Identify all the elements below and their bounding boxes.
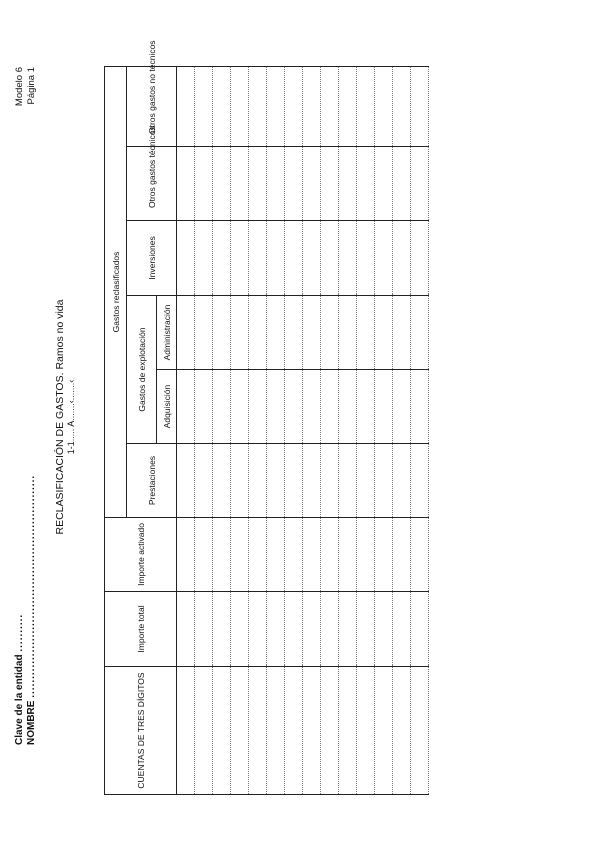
col-investments: Inversiones: [127, 221, 177, 296]
col-other-technical: Otros gastos técnicos: [127, 147, 177, 221]
entity-key-label: Clave de la entidad: [14, 654, 25, 745]
name-dots: ...........................................................: [26, 474, 37, 698]
table-row: [267, 66, 285, 794]
table-row: [375, 66, 393, 794]
model-label: Modelo 6: [14, 67, 25, 107]
form-title: RECLASIFICACIÓN DE GASTOS. Ramos no vida: [54, 299, 66, 535]
table-row: [321, 66, 339, 794]
reclassification-table: [104, 40, 429, 795]
table-row: [249, 66, 267, 794]
col-benefits: Prestaciones: [127, 444, 177, 518]
form-subtitle: 1-1..... A.......‹.......‹: [66, 379, 76, 455]
table-row: [357, 66, 375, 794]
col-activated: Importe activado: [105, 518, 177, 592]
table-row: [393, 66, 411, 794]
name-label: NOMBRE: [26, 700, 37, 745]
table-row: [285, 66, 303, 794]
col-other-non-technical: Otros gastos no técnicos: [127, 66, 177, 146]
entity-key-dots: ..........: [14, 613, 25, 652]
col-total: Importe total: [105, 592, 177, 667]
table-row: [339, 66, 357, 794]
group-operating: Gastos de explotación: [127, 296, 157, 444]
page-label: Página 1: [26, 67, 37, 105]
col-acquisition: Adquisición: [157, 370, 177, 444]
table-row: [213, 66, 231, 794]
name-line: [26, 475, 37, 745]
table-row: [303, 66, 321, 794]
table-row: [177, 66, 195, 794]
table-row: [411, 66, 429, 794]
table-row: [231, 66, 249, 794]
col-administration: Administración: [157, 296, 177, 370]
table-row: [195, 66, 213, 794]
group-reclassified: Gastos reclasificados: [105, 66, 127, 517]
col-accounts: CUENTAS DE TRES DÍGITOS: [105, 667, 177, 795]
entity-key-line: [14, 614, 25, 745]
